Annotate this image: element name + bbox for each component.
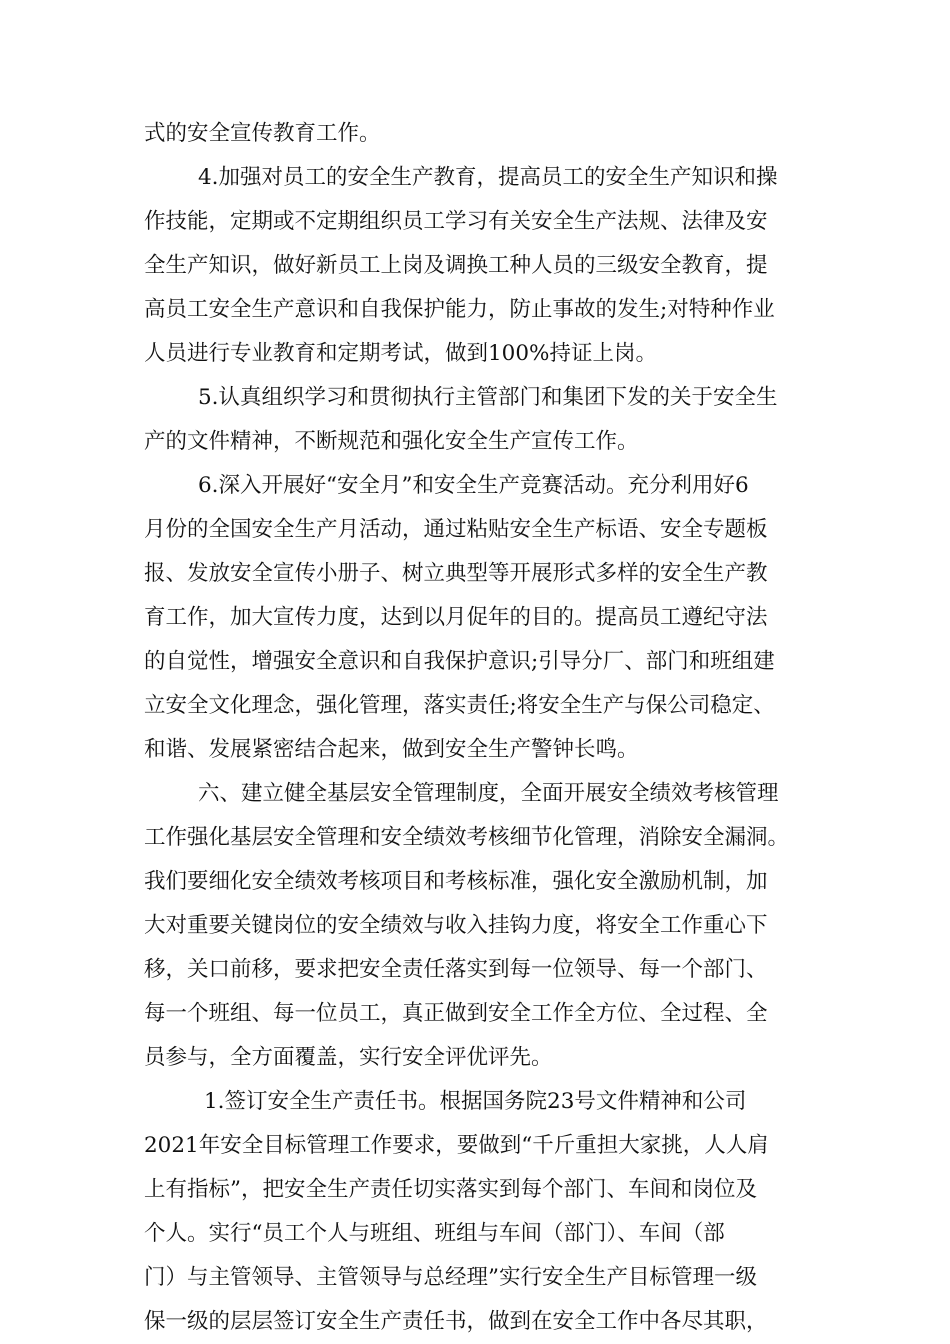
paragraph-line: 门）与主管领导、主管领导与总经理”实行安全生产目标管理一级 (144, 1265, 757, 1290)
paragraph-line: 高员工安全生产意识和自我保护能力，防止事故的发生;对特种作业 (144, 297, 775, 322)
paragraph-line: 1.签订安全生产责任书。根据国务院23号文件精神和公司 (204, 1089, 747, 1114)
paragraph-line: 保一级的层层签订安全生产责任书，做到在安全工作中各尽其职， (144, 1309, 768, 1334)
paragraph-line: 人员进行专业教育和定期考试，做到100%持证上岗。 (144, 341, 657, 366)
paragraph-line: 式的安全宣传教育工作。 (144, 121, 381, 146)
paragraph-line: 和谐、发展紧密结合起来，做到安全生产警钟长鸣。 (144, 737, 639, 762)
paragraph-line: 我们要细化安全绩效考核项目和考核标准，强化安全激励机制，加 (144, 869, 768, 894)
paragraph-line: 5.认真组织学习和贯彻执行主管部门和集团下发的关于安全生 (198, 385, 778, 410)
paragraph-line: 移，关口前移，要求把安全责任落实到每一位领导、每一个部门、 (144, 957, 768, 982)
paragraph-line: 员参与，全方面覆盖，实行安全评优评先。 (144, 1045, 553, 1070)
paragraph-line: 报、发放安全宣传小册子、树立典型等开展形式多样的安全生产教 (144, 561, 768, 586)
paragraph-line: 全生产知识，做好新员工上岗及调换工种人员的三级安全教育，提 (144, 253, 768, 278)
paragraph-line: 六、建立健全基层安全管理制度，全面开展安全绩效考核管理 (198, 781, 779, 806)
paragraph-line: 2021年安全目标管理工作要求，要做到“千斤重担大家挑，人人肩 (144, 1133, 769, 1158)
paragraph-line: 作技能，定期或不定期组织员工学习有关安全生产法规、法律及安 (144, 209, 768, 234)
paragraph-line: 月份的全国安全生产月活动，通过粘贴安全生产标语、安全专题板 (144, 517, 768, 542)
paragraph-line: 育工作，加大宣传力度，达到以月促年的目的。提高员工遵纪守法 (144, 605, 768, 630)
paragraph-line: 工作强化基层安全管理和安全绩效考核细节化管理，消除安全漏洞。 (144, 825, 790, 850)
paragraph-line: 4.加强对员工的安全生产教育，提高员工的安全生产知识和操 (198, 165, 778, 190)
paragraph-line: 上有指标”，把安全生产责任切实落实到每个部门、车间和岗位及 (144, 1177, 757, 1202)
paragraph-line: 立安全文化理念，强化管理，落实责任;将安全生产与保公司稳定、 (144, 693, 775, 718)
paragraph-line: 的自觉性，增强安全意识和自我保护意识;引导分厂、部门和班组建 (144, 649, 775, 674)
paragraph-line: 大对重要关键岗位的安全绩效与收入挂钩力度，将安全工作重心下 (144, 913, 768, 938)
paragraph-line: 个人。实行“员工个人与班组、班组与车间（部门）、车间（部 (144, 1221, 725, 1246)
paragraph-line: 6.深入开展好“安全月”和安全生产竞赛活动。充分利用好6 (198, 473, 749, 498)
paragraph-line: 产的文件精神，不断规范和强化安全生产宣传工作。 (144, 429, 639, 454)
paragraph-line: 每一个班组、每一位员工，真正做到安全工作全方位、全过程、全 (144, 1001, 768, 1026)
